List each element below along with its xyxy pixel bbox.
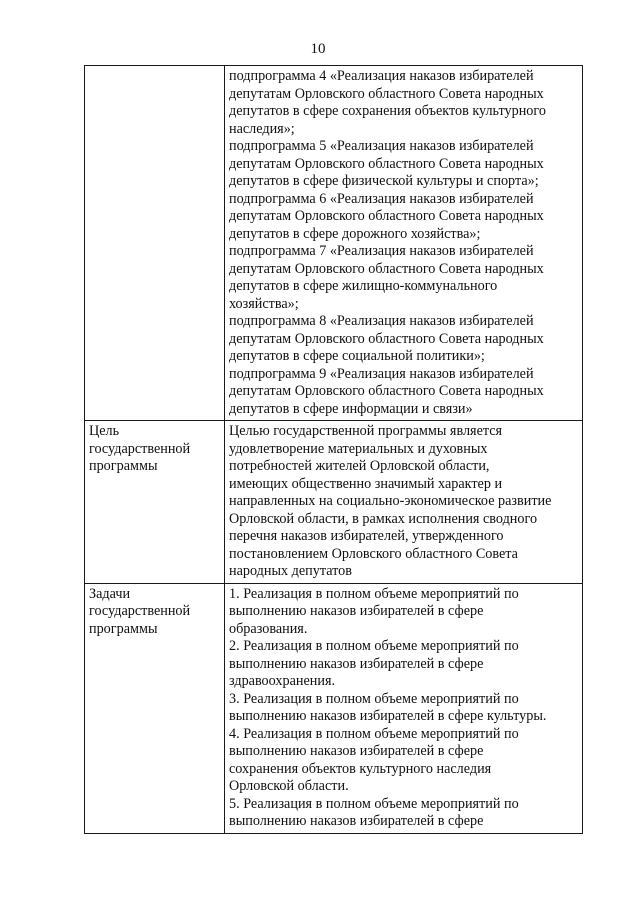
row-content-line: депутатам Орловского областного Совета народных bbox=[229, 155, 544, 172]
program-passport-table bbox=[84, 65, 583, 834]
row-content-line: 4. Реализация в полном объеме мероприятий по bbox=[229, 725, 519, 742]
row-content-line: хозяйства»; bbox=[229, 295, 299, 312]
row-label-line: Цель bbox=[89, 423, 120, 439]
row-content-line: Орловской области, в рамках исполнения сводного bbox=[229, 510, 538, 527]
row-content-line: депутатов в сфере жилищно-коммунального bbox=[229, 278, 498, 294]
row-content-line: депутатам Орловского областного Совета народных bbox=[229, 330, 544, 347]
row-content-line: удовлетворение материальных и духовных bbox=[229, 440, 488, 457]
row-label-cell bbox=[85, 421, 225, 584]
row-content-line: перечня наказов избирателей, утвержденного bbox=[229, 528, 504, 544]
row-content-line: подпрограмма 4 «Реализация наказов избирателей bbox=[229, 68, 534, 84]
table-row bbox=[85, 583, 583, 833]
row-label-line: государственной bbox=[89, 440, 191, 457]
row-content-line: депутатов в сфере дорожного хозяйства»; bbox=[229, 225, 481, 242]
row-content-line: депутатам Орловского областного Совета народных bbox=[229, 208, 544, 224]
row-content-line: депутатов в сфере информации и связи» bbox=[229, 400, 473, 417]
row-content-line: выполнению наказов избирателей в сфере bbox=[229, 813, 484, 829]
row-content-cell bbox=[225, 583, 583, 833]
row-content-line: подпрограмма 8 «Реализация наказов избирателей bbox=[229, 313, 534, 329]
row-content-line: депутатам Орловского областного Совета народных bbox=[229, 260, 544, 277]
row-label-line: программы bbox=[89, 620, 158, 637]
row-content-line: 1. Реализация в полном объеме мероприятий по bbox=[229, 585, 519, 602]
row-content-line: депутатам Орловского областного Совета народных bbox=[229, 85, 544, 102]
row-content-line: потребностей жителей Орловской области, bbox=[229, 458, 490, 474]
row-content-line: наследия»; bbox=[229, 120, 295, 137]
row-content-line: депутатов в сфере сохранения объектов культурного bbox=[229, 103, 546, 119]
row-label-line: программы bbox=[89, 458, 158, 474]
row-content-line: направленных на социально-экономическое развитие bbox=[229, 493, 552, 509]
row-content-cell bbox=[225, 421, 583, 584]
row-content-line: депутатов в сфере социальной политики»; bbox=[229, 348, 485, 364]
row-content-line: выполнению наказов избирателей в сфере bbox=[229, 743, 484, 759]
row-content-line: постановлением Орловского областного Совета bbox=[229, 545, 518, 562]
row-content-line: выполнению наказов избирателей в сфере bbox=[229, 603, 484, 619]
row-content-line: Орловской области. bbox=[229, 778, 349, 794]
row-content-line: 2. Реализация в полном объеме мероприятий по bbox=[229, 638, 519, 654]
row-label-cell bbox=[85, 583, 225, 833]
row-content-line: подпрограмма 6 «Реализация наказов избирателей bbox=[229, 190, 534, 207]
row-content-line: 3. Реализация в полном объеме мероприятий по bbox=[229, 690, 519, 707]
row-content-line: выполнению наказов избирателей в сфере bbox=[229, 655, 484, 672]
row-label-line: государственной bbox=[89, 603, 191, 619]
row-content-line: депутатам Орловского областного Совета народных bbox=[229, 383, 544, 399]
row-content-cell bbox=[225, 66, 583, 421]
table-row bbox=[85, 66, 583, 421]
row-label-cell bbox=[85, 66, 225, 421]
page-number: 10 bbox=[310, 41, 326, 57]
row-content-line: здравоохранения. bbox=[229, 673, 336, 689]
row-content-line: образования. bbox=[229, 620, 308, 637]
row-content-line: имеющих общественно значимый характер и bbox=[229, 475, 503, 492]
row-label-line: Задачи bbox=[89, 585, 131, 602]
table-row bbox=[85, 421, 583, 584]
row-content-line: подпрограмма 9 «Реализация наказов избирателей bbox=[229, 365, 534, 382]
row-content-line: подпрограмма 5 «Реализация наказов избирателей bbox=[229, 138, 534, 154]
row-content-line: народных депутатов bbox=[229, 563, 352, 579]
row-content-line: депутатов в сфере физической культуры и спорта»; bbox=[229, 173, 539, 189]
row-content-line: Целью государственной программы является bbox=[229, 423, 503, 439]
row-content-line: сохранения объектов культурного наследия bbox=[229, 760, 492, 777]
row-content-line: выполнению наказов избирателей в сфере культуры. bbox=[229, 708, 547, 724]
row-content-line: подпрограмма 7 «Реализация наказов избирателей bbox=[229, 243, 534, 259]
row-content-line: 5. Реализация в полном объеме мероприятий по bbox=[229, 795, 519, 812]
